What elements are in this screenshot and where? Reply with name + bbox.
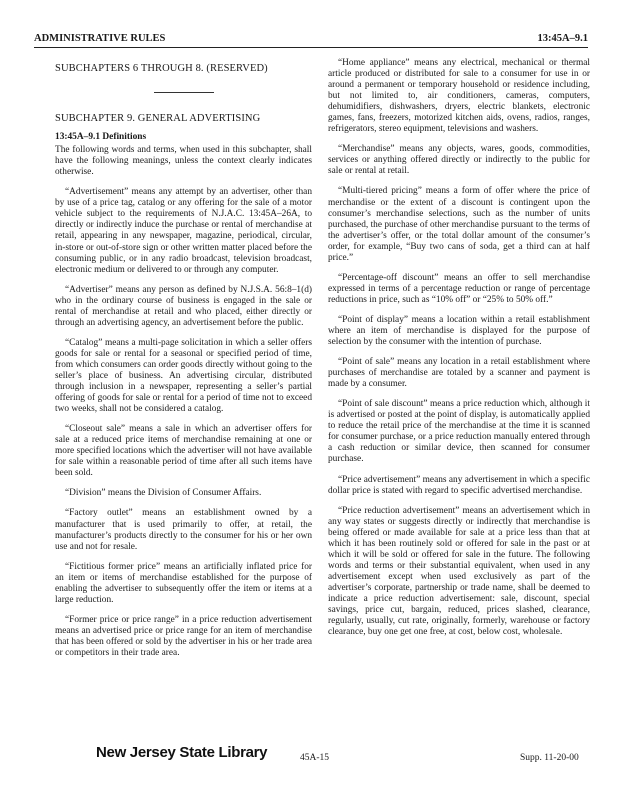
definition-paragraph: “Multi-tiered pricing” means a form of offer where the price of merchandise or the extent of a discount is contingent upon the consumer’s merchandise selections, such as the number of units purchased, the purchase of other merchandise pursuant to the terms of the advertiser’s offer, or the total dollar amount of the consumer’s order, for example, “Buy two cans of soda, get a third can at half price.” [328, 186, 590, 263]
running-header [34, 33, 588, 48]
definition-paragraph: “Division” means the Division of Consumer Affairs. [65, 488, 262, 499]
definition-paragraph: “Price advertisement” means any advertisement in which a specific dollar price is stated with regard to specific advertised merchandise. [328, 474, 590, 496]
right-column [328, 58, 590, 647]
definition-paragraph: “Home appliance” means any electrical, mechanical or thermal article produced or distributed for sale to a consumer for use in or around a permanent or temporary household or residence including, but not limited to, air conditioners, cameras, computers, dehumidifiers, dishwashers, dryers, electric blankets, electronic games, fans, freezers, motorized kitchen aids, ovens, radios, ranges, refrigerators, stereo equipment, televisions and washers. [328, 58, 590, 135]
section-divider [154, 92, 214, 93]
section-heading: 13:45A–9.1 Definitions [55, 132, 147, 143]
definition-paragraph: “Advertisement” means any attempt by an advertiser, other than by use of a price tag, catalog or any offering for the sale of a motor vehicle subject to the requirements of N.J.A.C. 13:45A–26A, to directly or indirectly induce the purchase or rental of merchandise at retail, appearing in any newspaper, magazine, periodical, circular, in-store or out-of-store sign or other written matter placed before the consuming public, or in any radio broadcast, television broadcast, electronic medium or delivered to or through any computer. [55, 187, 312, 275]
page-number: 45A-15 [300, 753, 330, 763]
header-title: ADMINISTRATIVE RULES [34, 33, 166, 44]
definition-paragraph: “Catalog” means a multi-page solicitation in which a seller offers goods for sale or rental for a seasonal or specified period of time, from which consumers can order goods directly without going to the seller’s place of business. An advertising circular, distributed through inclusion in a newspaper, representing a seller’s partial offering of goods for sale or rental for a period of time not to exceed two weeks, shall not be considered a catalog. [55, 337, 312, 415]
subchapter-heading: SUBCHAPTER 9. GENERAL ADVERTISING [55, 113, 261, 125]
definition-paragraph: “Point of sale” means any location in a retail establishment where purchases of merchandise are totaled by a scanner and payment is made by a consumer. [328, 357, 590, 390]
reserved-heading: SUBCHAPTERS 6 THROUGH 8. (RESERVED) [55, 63, 268, 74]
definition-paragraph: “Price reduction advertisement” means an advertisement which in any way states or suggests directly or indirectly that merchandise is being offered or made available for sale at a price less than that at which it has been routinely sold or offered for sale in the past or at which it will be sold or offered for sale in the future. The following words and terms or their substantial equivalent, when used in any advertisement except when used exclusively as part of the advertiser’s corporate, partnership or trade name, shall be deemed to indicate a price reduction advertisement: sale, discount, special savings, price cut, bargain, reduced, prices slashed, clearance, regularly, usually, cut rate, originally, formerly, warehouse or factory clearance, buy one get one free, at cost, below cost, wholesale. [328, 505, 590, 638]
definition-paragraph: “Factory outlet” means an establishment owned by a manufacturer that is used primarily to offer, at retail, the manufacturer’s products directly to the consumer for his or her own use and not for resale. [55, 508, 312, 552]
library-stamp: New Jersey State Library [96, 744, 268, 761]
left-column [55, 58, 312, 668]
definition-paragraph: “Percentage-off discount” means an offer to sell merchandise expressed in terms of a percentage reduction or range of percentage reductions in price, such as “10% off” or “25% to 50% off.” [328, 272, 590, 305]
definition-paragraph: “Closeout sale” means a sale in which an advertiser offers for sale at a reduced price items of merchandise remaining at one or more specified locations which the advertiser will not have available for sale within a reasonable period of time after all such items have been sold. [55, 424, 312, 479]
definition-paragraph: “Merchandise” means any objects, wares, goods, commodities, services or anything offered directly or indirectly to the public for sale or rental at retail. [328, 144, 590, 177]
header-section-number: 13:45A–9.1 [537, 33, 588, 44]
definition-paragraph: “Former price or price range” in a price reduction advertisement means an advertised price or price range for an item of merchandise that has been offered or sold by the advertiser in his or her trade area or competitors in their trade area. [55, 614, 312, 658]
definition-paragraph: “Point of sale discount” means a price reduction which, although it is advertised or posted at the point of display, is automatically applied to reduce the retail price of the merchandise at the time it is scanned for consumer purchase, or a price reduction manually entered through a cash reduction or similar device, then scanned for consumer purchase. [328, 399, 590, 465]
definition-paragraph: “Fictitious former price” means an artificially inflated price for an item or items of merchandise established for the purpose of enabling the advertiser to subsequently offer the item or items at a large reduction. [55, 561, 312, 605]
definition-paragraph: The following words and terms, when used in this subchapter, shall have the following meanings, unless the context clearly indicates otherwise. [55, 145, 312, 178]
definition-paragraph: “Point of display” means a location within a retail establishment where an item of merchandise is displayed for the purpose of selection by the consumer with the intention of purchase. [328, 314, 590, 348]
definition-paragraph: “Advertiser” means any person as defined by N.J.S.A. 56:8–1(d) who in the ordinary course of business is engaged in the sale or rental of merchandise at retail and who placed, either directly or through an advertising agency, an advertisement before the public. [55, 284, 312, 328]
supplement-date: Supp. 11-20-00 [520, 753, 579, 763]
